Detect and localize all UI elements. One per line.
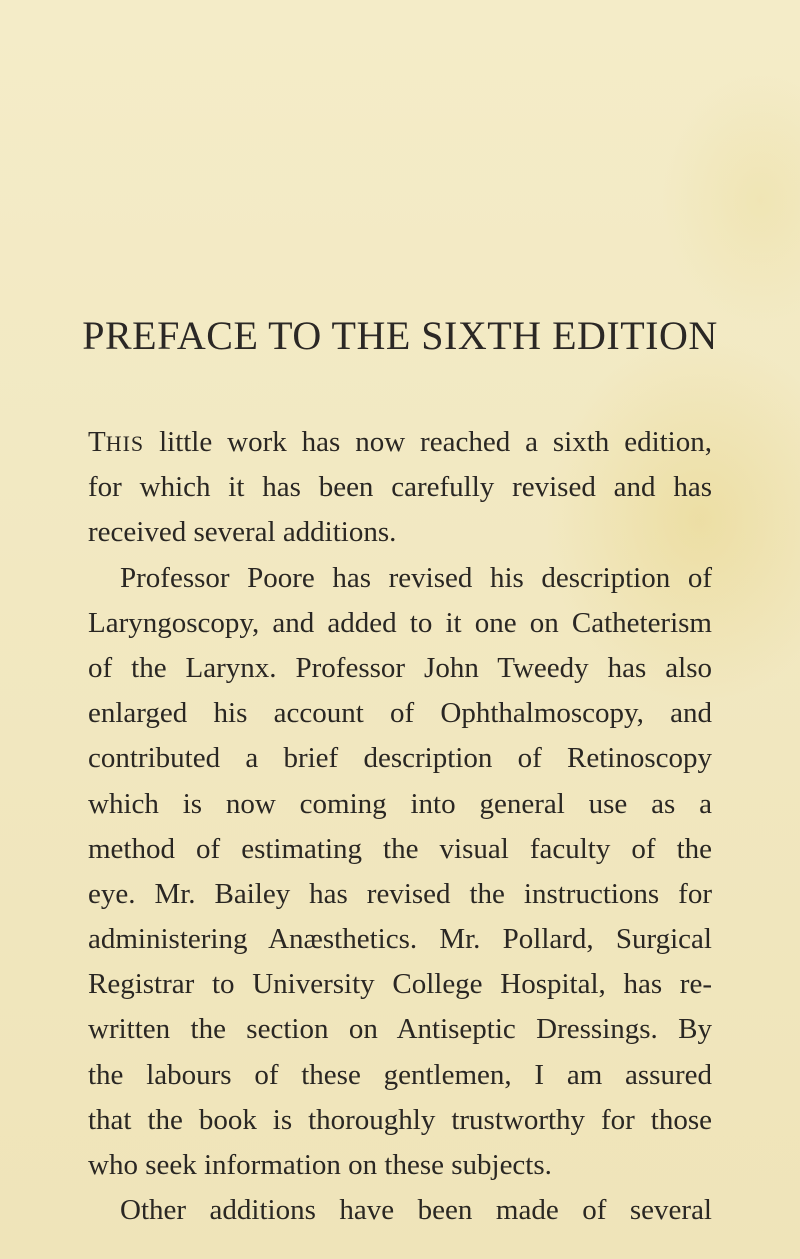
small-caps-initial: T	[88, 426, 106, 458]
text-line: which is now coming into general use as a	[88, 787, 712, 820]
text-line: eye. Mr. Bailey has revised the instructions for	[88, 877, 712, 910]
preface-body	[88, 420, 712, 1233]
text-line: method of estimating the visual faculty of the	[88, 832, 712, 865]
text-line: the labours of these gentlemen, I am assured	[88, 1058, 712, 1091]
text-line: Laryngoscopy, and added to it one on Catheterism	[88, 606, 712, 639]
text-line: that the book is thoroughly trustworthy for those	[88, 1103, 712, 1136]
text-line: Registrar to University College Hospital, has re-	[88, 968, 712, 1001]
text-line: of the Larynx. Professor John Tweedy has also	[88, 651, 712, 684]
text-line: Other additions have been made of several	[120, 1194, 712, 1227]
text-line: administering Anæsthetics. Mr. Pollard, Surgical	[88, 923, 712, 956]
line-text: little work has now reached a sixth edition,	[144, 426, 712, 458]
text-line: contributed a brief description of Retinoscopy	[88, 742, 712, 775]
page-title: PREFACE TO THE SIXTH EDITION	[82, 313, 718, 358]
text-line	[88, 420, 712, 465]
text-line: received several additions.	[88, 516, 397, 549]
text-line: for which it has been carefully revised and has	[88, 471, 712, 504]
text-line: who seek information on these subjects.	[88, 1149, 552, 1181]
small-caps-rest: HIS	[105, 431, 145, 456]
text-line: Professor Poore has revised his description of	[120, 561, 712, 594]
text-line: written the section on Antiseptic Dressings. By	[88, 1013, 712, 1046]
text-line: enlarged his account of Ophthalmoscopy, and	[88, 697, 712, 730]
